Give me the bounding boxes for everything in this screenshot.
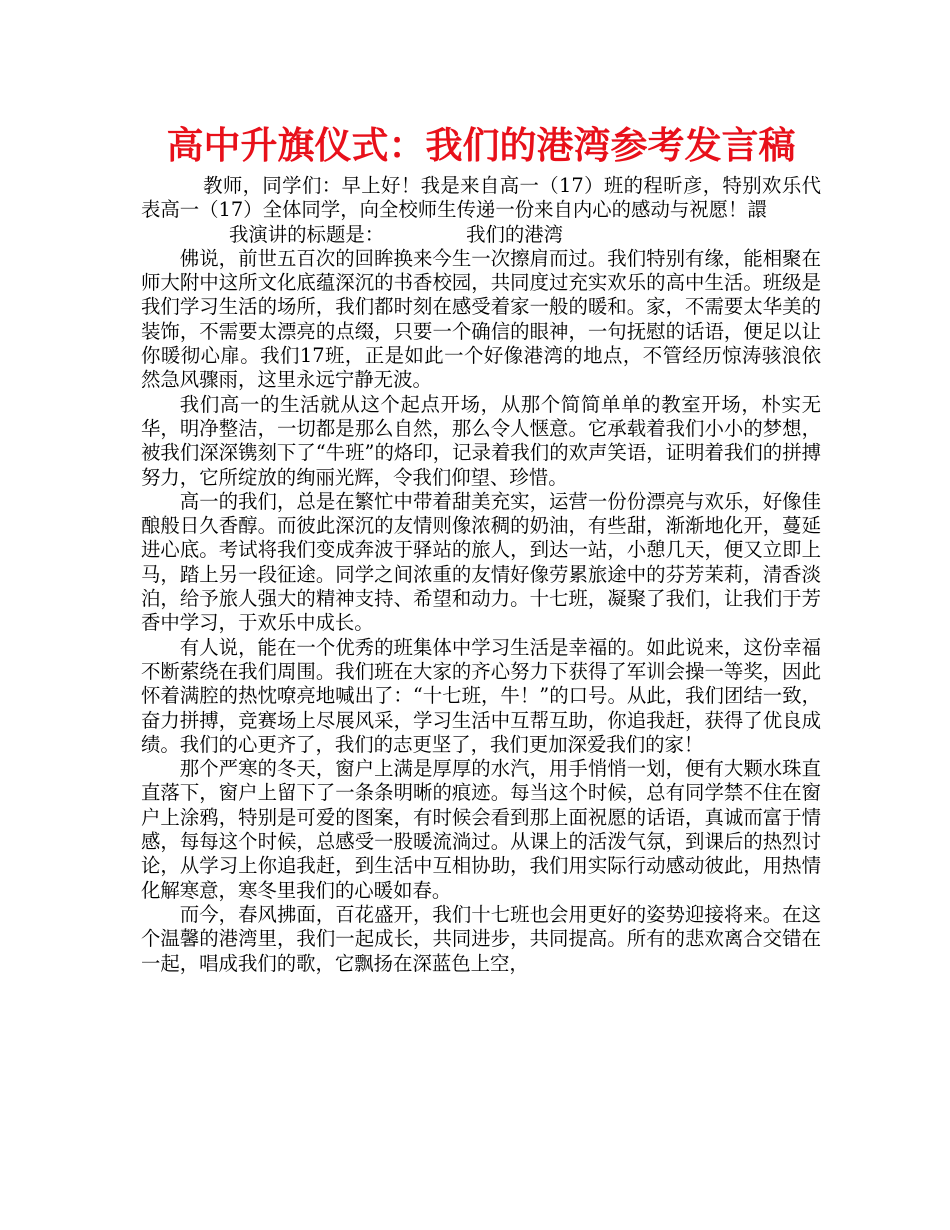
body-paragraph-5: 那个严寒的冬天，窗户上满是厚厚的水汽，用手悄悄一划，便有大颗水珠直直落下，窗户上留下了一条条明晰的痕迹。每当这个时候，总有同学禁不住在窗户上涂鸦，特别是可爱的图案，有时候会看到那上面祝愿的话语，真诚而富于情感，每每这个时候，总感受一股暖流淌过。从课上的活泼气氛，到课后的热烈讨论，从学习上你追我赶，到生活中互相协助，我们用实际行动感动彼此，用热情化解寒意，寒冬里我们的心暖如春。: [141, 757, 821, 902]
topic-line: [141, 223, 821, 247]
document-title: 高中升旗仪式：我们的港湾参考发言稿: [166, 124, 796, 167]
intro-paragraph: 教师，同学们：早上好！我是来自高一（17）班的程昕彦，特别欢乐代表高一（17）全体同学，向全校师生传递一份来自内心的感动与祝愿！譞: [141, 174, 821, 222]
body-paragraph-2: 我们高一的生活就从这个起点开场，从那个简简单单的教室开场，朴实无华，明净整洁，一切都是那么自然，那么令人惬意。它承载着我们小小的梦想，被我们深深镌刻下了“牛班”的烙印，记录着我们的欢声笑语，证明着我们的拼搏努力，它所绽放的绚丽光辉，令我们仰望、珍惜。: [141, 392, 821, 489]
document-page: [141, 118, 821, 976]
body-paragraph-3: 高一的我们，总是在繁忙中带着甜美充实，运营一份份漂亮与欢乐，好像佳酿般日久香醇。而彼此深沉的友情则像浓稠的奶油，有些甜，渐渐地化开，蔓延进心底。考试将我们变成奔波于驿站的旅人，到达一站，小憩几天，便又立即上马，踏上另一段征途。同学之间浓重的友情好像劳累旅途中的芬芳茉莉，清香淡泊，给予旅人强大的精神支持、希望和动力。十七班，凝聚了我们，让我们于芳香中学习，于欢乐中成长。: [141, 489, 821, 635]
body-paragraph-6: 而今，春风拂面，百花盛开，我们十七班也会用更好的姿势迎接将来。在这个温馨的港湾里，我们一起成长，共同进步，共同提高。所有的悲欢离合交错在一起，唱成我们的歌，它飘扬在深蓝色上空，: [141, 902, 821, 975]
topic-value: 我们的港湾: [466, 222, 564, 246]
body-paragraph-4: 有人说，能在一个优秀的班集体中学习生活是幸福的。如此说来，这份幸福不断萦绕在我们周围。我们班在大家的齐心努力下获得了军训会操一等奖，因此怀着满腔的热忱嘹亮地喊出了：“十七班，牛！”的口号。从此，我们团结一致，奋力拼搏，竞赛场上尽展风采，学习生活中互帮互助，你追我赶，获得了优良成绩。我们的心更齐了，我们的志更坚了，我们更加深爱我们的家！: [141, 635, 821, 756]
topic-label: 我演讲的标题是：: [229, 222, 385, 246]
body-paragraph-1: 佛说，前世五百次的回眸换来今生一次擦肩而过。我们特别有缘，能相聚在师大附中这所文化底蕴深沉的书香校园，共同度过充实欢乐的高中生活。班级是我们学习生活的场所，我们都时刻在感受着家一般的暖和。家，不需要太华美的装饰，不需要太漂亮的点缀，只要一个确信的眼神，一句抚慰的话语，便足以让你暖彻心扉。我们17班，正是如此一个好像港湾的地点，不管经历惊涛骇浪依然急风骤雨，这里永远宁静无波。: [141, 246, 821, 392]
